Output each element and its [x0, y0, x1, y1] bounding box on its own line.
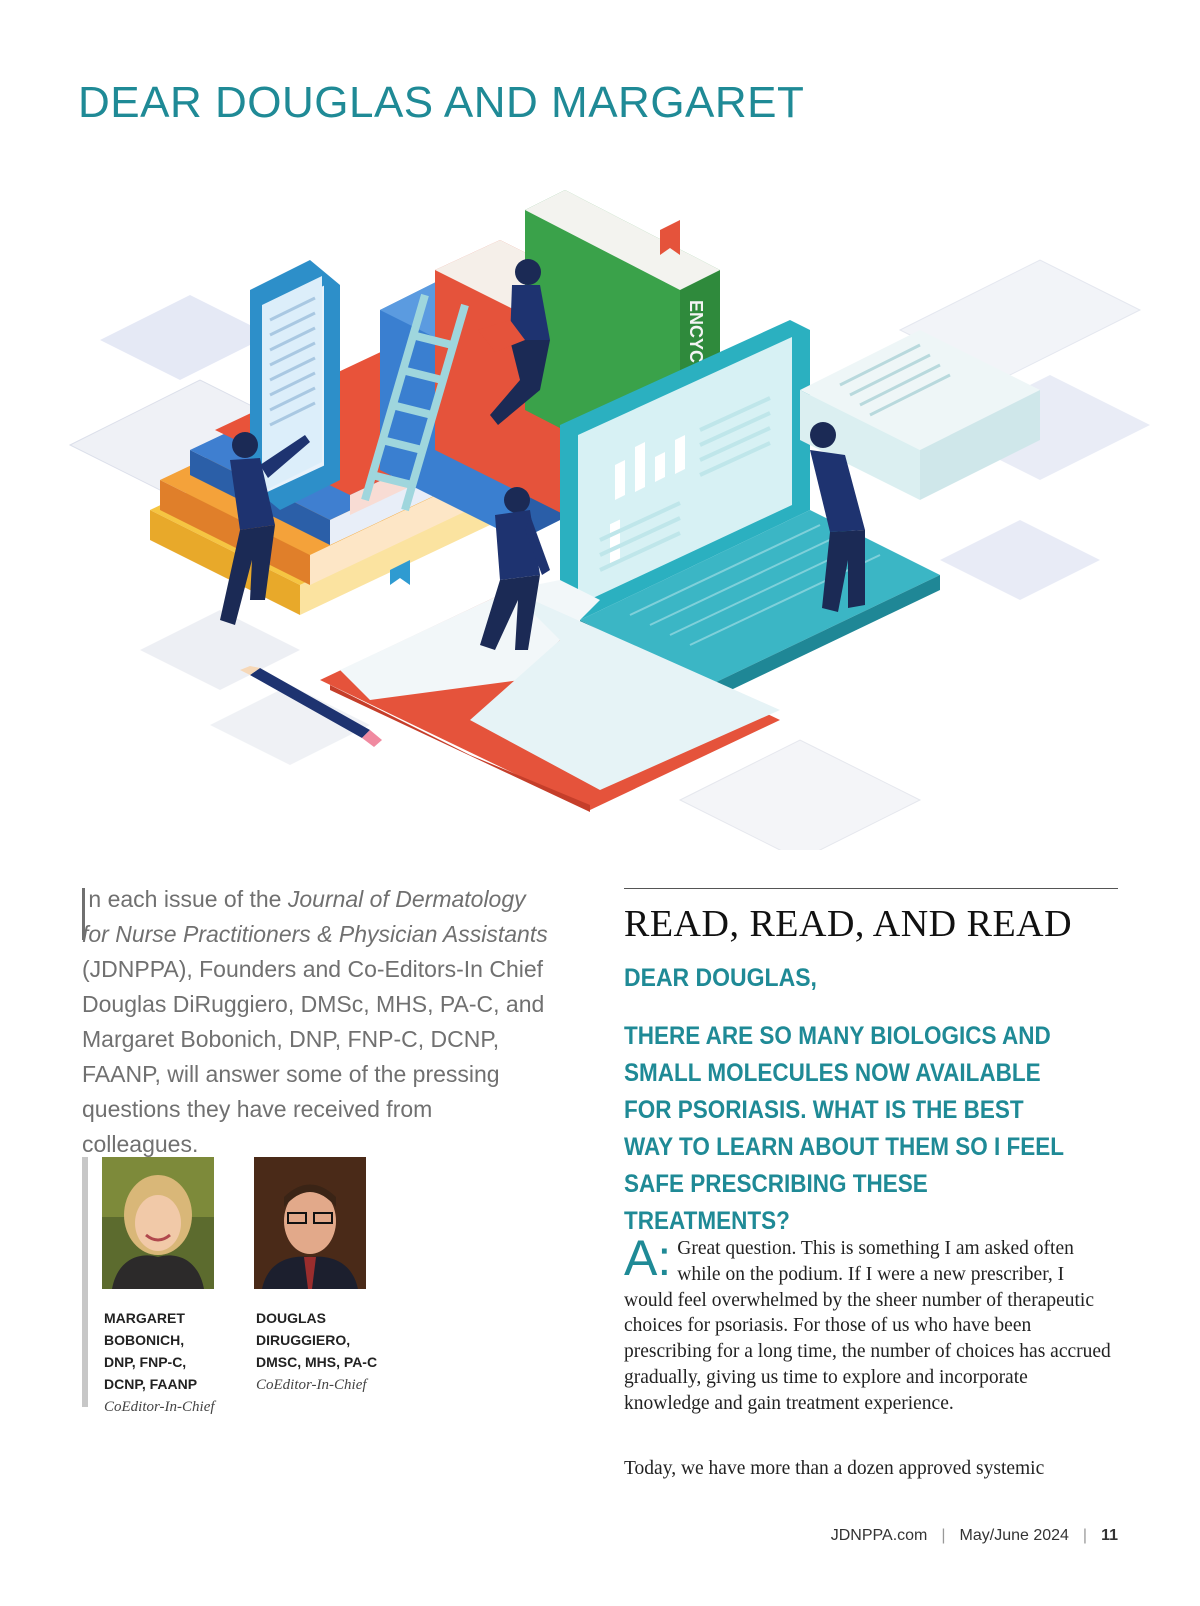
editor-role: CoEditor-In-Chief [104, 1399, 215, 1415]
editor-name-line: MARGARET [104, 1310, 185, 1326]
editor-name-line: DOUGLAS [256, 1310, 326, 1326]
page-number: 11 [1101, 1527, 1118, 1544]
footer-separator: | [1082, 1527, 1088, 1544]
article-title: READ, READ, AND READ [624, 903, 1073, 945]
footer-issue: May/June 2024 [959, 1527, 1069, 1544]
editors-accent-bar [82, 1157, 88, 1407]
salutation: DEAR DOUGLAS, [624, 964, 817, 992]
avatar [254, 1157, 366, 1289]
footer-separator: | [941, 1527, 946, 1544]
hero-illustration [40, 180, 1170, 850]
intro-paragraph [82, 882, 552, 1162]
intro-text-before: n each issue of the [88, 886, 288, 912]
answer-paragraph [624, 1230, 1112, 1417]
editor-name-line: DCNP, FAANP [104, 1376, 198, 1392]
editors-section [82, 1157, 402, 1415]
editor-name [256, 1307, 394, 1373]
page-footer [831, 1527, 1118, 1545]
question-text: THERE ARE SO MANY BIOLOGICS AND SMALL MOLECULES NOW AVAILABLE FOR PSORIASIS. WHAT IS THE BEST WAY TO LEARN ABOUT THEM SO I FEEL SAFE PRESCRIBING THESE TREATMENTS? [624, 1022, 1064, 1235]
editor-name-line: DMSC, MHS, PA-C [256, 1354, 378, 1370]
editor-role: CoEditor-In-Chief [256, 1377, 367, 1393]
section-divider [624, 888, 1118, 889]
editor-name-line: BOBONICH, [104, 1332, 185, 1348]
answer-label: A: [624, 1230, 672, 1286]
avatar [102, 1157, 214, 1289]
tablet [250, 260, 340, 510]
editor-douglas [254, 1157, 394, 1394]
footer-site[interactable]: JDNPPA.com [830, 1527, 928, 1544]
answer-text: Great question. This is something I am asked often while on the podium. If I were a new prescriber, I would feel overwhelmed by the sheer number of therapeutic choices for psoriasis. For those of us who have been prescribing for a long time, the number of choices has accrued gradually, giving us time to explore and incorporate knowledge and gain treatment experience. [624, 1238, 1111, 1414]
editor-margaret [102, 1157, 242, 1416]
book-spine-encyclopedia: ENCYC [686, 300, 706, 364]
editor-name-line: DNP, FNP-C, [104, 1354, 187, 1370]
editor-name [104, 1307, 242, 1395]
continuation-paragraph: Today, we have more than a dozen approved systemic [624, 1458, 1045, 1479]
page-title: DEAR DOUGLAS AND MARGARET [78, 78, 805, 127]
editor-name-line: DIRUGGIERO, [256, 1332, 351, 1348]
journal-name: Journal of Dermatology for Nurse Practitioners & Physician Assistants [82, 886, 548, 947]
intro-text-after: (JDNPPA), Founders and Co-Editors-In Chief Douglas DiRuggiero, DMSc, MHS, PA-C, and Margaret Bobonich, DNP, FNP-C, DCNP, FAANP, will answer some of the pressing questions they have received from colleagues. [82, 956, 545, 1157]
